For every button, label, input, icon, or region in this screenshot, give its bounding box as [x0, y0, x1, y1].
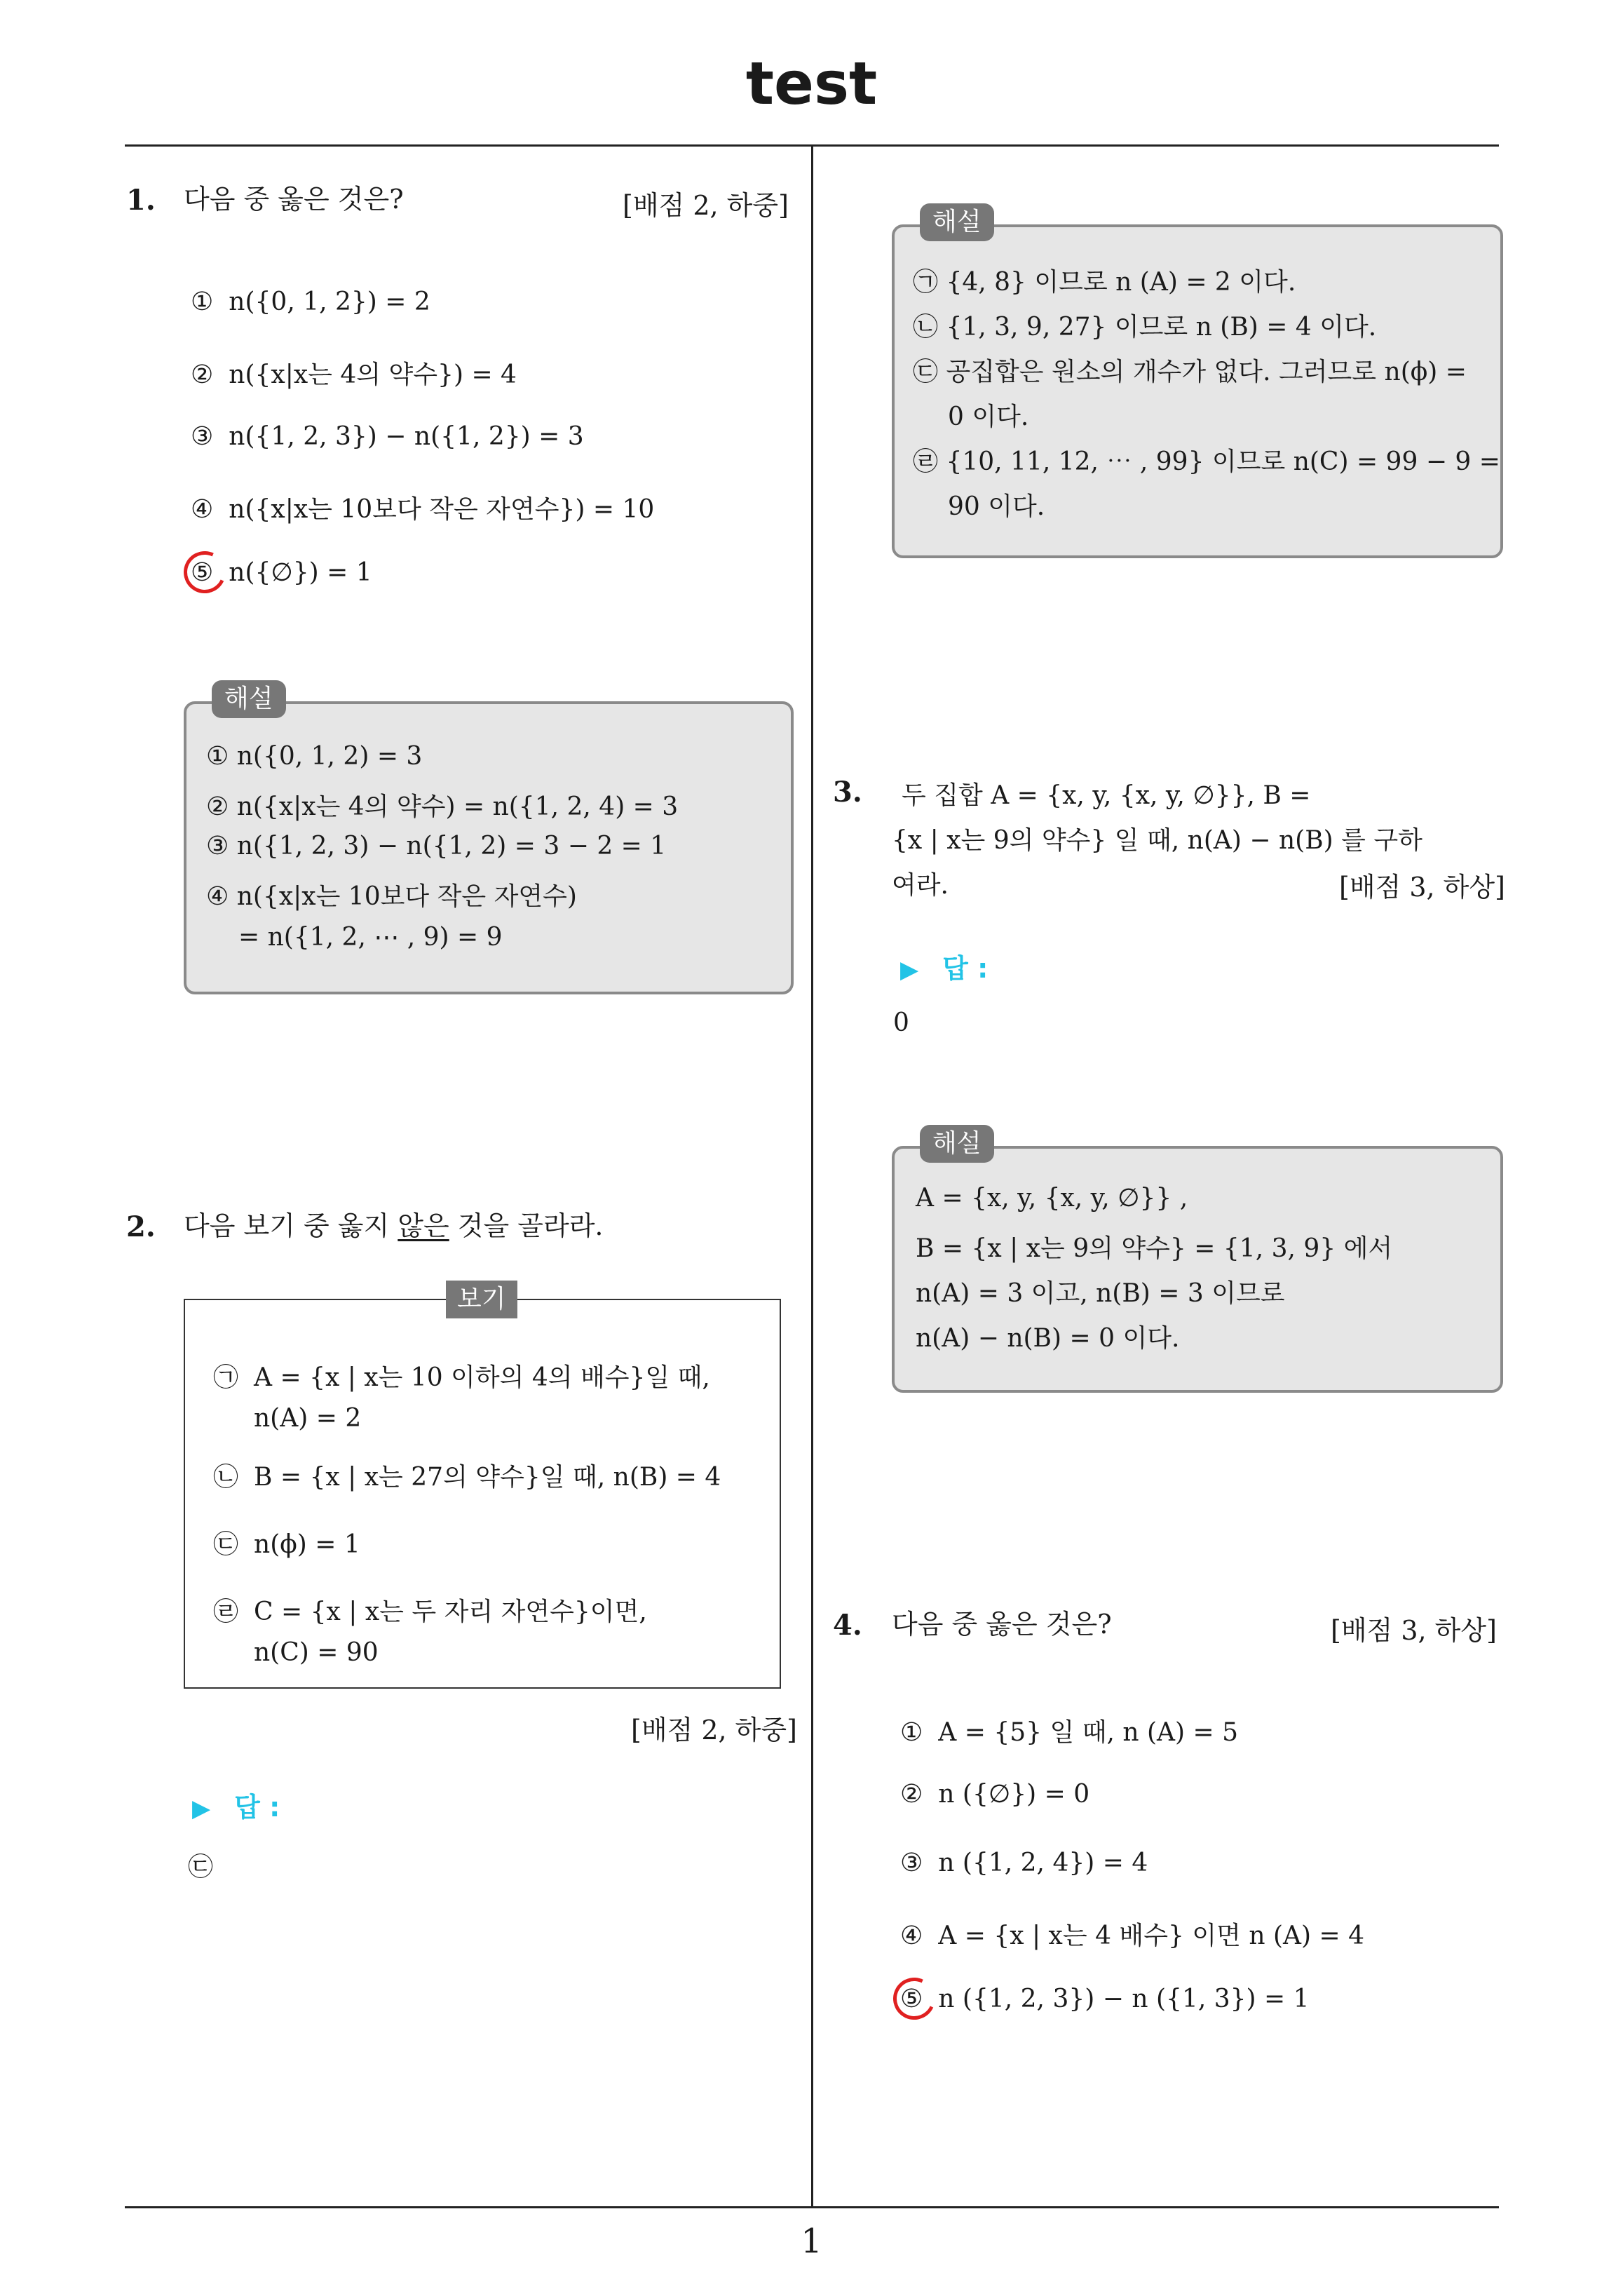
selected-answer-circle — [178, 546, 232, 600]
q2-bogi-item — [213, 1525, 360, 1560]
option-text: n({x|x는 4의 약수}) = 4 — [229, 360, 517, 389]
q3-explanation-line: A = {x, y, {x, y, ∅}} , — [916, 1184, 1188, 1213]
q1-explanation-line: ④ n({x|x는 10보다 작은 자연수) — [206, 882, 577, 911]
q1-option-1[interactable] — [191, 288, 430, 316]
q3-explanation-line: B = {x | x는 9의 약수} = {1, 3, 9} 에서 — [916, 1234, 1393, 1263]
q2-bogi-label: 보기 — [446, 1281, 517, 1318]
bogi-text: B = {x | x는 27의 약수}일 때, n(B) = 4 — [254, 1463, 721, 1492]
answer-label-text: 답 : — [942, 953, 989, 984]
q2-answer-value: ㉢ — [188, 1853, 214, 1882]
bogi-mark: ㉠ — [213, 1363, 239, 1392]
option-mark: ⑤ — [900, 1985, 923, 2013]
q3-number: 3. — [833, 776, 862, 809]
bottom-divider — [125, 2206, 1499, 2208]
q2-points: [배점 2, 하중] — [631, 1715, 797, 1745]
option-mark: ⑤ — [191, 558, 214, 587]
option-mark: ① — [191, 288, 214, 316]
q2-bogi-item — [213, 1592, 647, 1628]
q2-bogi-item — [213, 1457, 721, 1493]
q3-explanation-line: n(A) − n(B) = 0 이다. — [916, 1324, 1180, 1353]
q1-explanation-line: ③ n({1, 2, 3) − n({1, 2) = 3 − 2 = 1 — [206, 832, 667, 860]
q4-option-4[interactable] — [900, 1916, 1364, 1952]
option-text: n ({1, 2, 4}) = 4 — [938, 1849, 1148, 1877]
q2-explanation-line: 90 이다. — [948, 492, 1045, 521]
q3-answer-value: 0 — [893, 1008, 909, 1037]
play-triangle-icon: ▶ — [192, 1795, 211, 1823]
option-mark: ③ — [900, 1849, 923, 1877]
q4-points: [배점 3, 하상] — [1331, 1615, 1497, 1646]
q1-option-2[interactable] — [191, 355, 517, 391]
q2-bogi-item — [213, 1358, 710, 1393]
q2-explanation-line: ㉠ {4, 8} 이므로 n (A) = 2 이다. — [913, 268, 1296, 297]
q4-text: 다음 중 옳은 것은? — [892, 1609, 1112, 1640]
option-mark: ④ — [191, 495, 214, 524]
option-mark: ② — [191, 360, 214, 389]
q4-option-3[interactable] — [900, 1849, 1148, 1877]
option-text: n({∅}) = 1 — [229, 558, 372, 587]
q3-answer-label — [900, 947, 988, 985]
page-number: 1 — [801, 2222, 822, 2261]
option-text: n ({1, 2, 3}) − n ({1, 3}) = 1 — [938, 1985, 1310, 2013]
bogi-mark: ㉢ — [213, 1530, 239, 1559]
q2-explanation-line: 0 이다. — [948, 403, 1029, 431]
option-text: A = {x | x는 4 배수} 이면 n (A) = 4 — [938, 1922, 1364, 1950]
q4-number: 4. — [833, 1609, 862, 1642]
q2-bogi-item-continuation: n(C) = 90 — [254, 1638, 379, 1667]
column-divider — [811, 146, 813, 2208]
q2-explanation-line: ㉣ {10, 11, 12, ⋯ , 99} 이므로 n(C) = 99 − 9 = — [913, 447, 1500, 476]
q1-option-4[interactable] — [191, 489, 654, 525]
bogi-text: A = {x | x는 10 이하의 4의 배수}일 때, — [254, 1363, 710, 1392]
bogi-text: n(ϕ) = 1 — [254, 1530, 360, 1559]
q1-number: 1. — [126, 184, 156, 217]
q3-text-line: 두 집합 A = {x, y, {x, y, ∅}}, B = — [902, 781, 1311, 810]
q1-explanation-line: = n({1, 2, ⋯ , 9) = 9 — [238, 923, 503, 952]
option-text: n ({∅}) = 0 — [938, 1780, 1090, 1809]
option-text: A = {5} 일 때, n (A) = 5 — [938, 1718, 1239, 1747]
q2-explanation-label: 해설 — [920, 203, 994, 241]
page-title: test — [745, 49, 878, 118]
option-text: n({x|x는 10보다 작은 자연수}) = 10 — [229, 495, 655, 524]
option-mark: ③ — [191, 422, 214, 451]
q3-text-line: {x | x는 9의 약수} 일 때, n(A) − n(B) 를 구하 — [892, 826, 1422, 855]
bogi-mark: ㉡ — [213, 1463, 239, 1492]
answer-label-text: 답 : — [234, 1792, 280, 1823]
q4-option-1[interactable] — [900, 1713, 1238, 1748]
option-text: n({0, 1, 2}) = 2 — [229, 288, 430, 316]
q2-text — [184, 1203, 603, 1248]
q1-explanation-line: ② n({x|x는 4의 약수) = n({1, 2, 4) = 3 — [206, 792, 679, 821]
bogi-mark: ㉣ — [213, 1598, 239, 1626]
q4-option-2[interactable] — [900, 1780, 1089, 1809]
q1-option-3[interactable] — [191, 422, 584, 451]
q1-explanation-line: ① n({0, 1, 2) = 3 — [206, 742, 423, 771]
q2-text-before: 다음 보기 중 옳지 — [184, 1210, 398, 1241]
q3-explanation-label: 해설 — [920, 1125, 994, 1163]
q2-text-underlined: 않은 — [398, 1210, 449, 1241]
option-mark: ① — [900, 1718, 923, 1747]
option-mark: ② — [900, 1780, 923, 1809]
q4-option-5[interactable] — [900, 1985, 1310, 2013]
q3-points: [배점 3, 하상] — [1339, 872, 1505, 903]
q3-explanation-line: n(A) = 3 이고, n(B) = 3 이므로 — [916, 1279, 1285, 1308]
bogi-text: C = {x | x는 두 자리 자연수}이면, — [254, 1598, 647, 1626]
q1-explanation-label: 해설 — [212, 680, 286, 718]
option-mark: ④ — [900, 1922, 923, 1950]
play-triangle-icon: ▶ — [900, 956, 919, 984]
q2-explanation-line: ㉡ {1, 3, 9, 27} 이므로 n (B) = 4 이다. — [913, 313, 1377, 342]
q2-bogi-item-continuation: n(A) = 2 — [254, 1404, 362, 1433]
q3-explanation-box — [892, 1146, 1503, 1393]
q1-text: 다음 중 옳은 것은? — [184, 184, 404, 215]
q1-points: [배점 2, 하중] — [623, 190, 789, 221]
q3-text-line: 여라. — [892, 871, 949, 900]
q2-explanation-line: ㉢ 공집합은 원소의 개수가 없다. 그러므로 n(ϕ) = — [913, 358, 1467, 386]
selected-answer-circle — [888, 1972, 942, 2026]
q2-answer-label — [192, 1785, 280, 1824]
option-text: n({1, 2, 3}) − n({1, 2}) = 3 — [229, 422, 584, 451]
q2-text-after: 것을 골라라. — [449, 1210, 604, 1241]
q2-number: 2. — [126, 1210, 156, 1243]
